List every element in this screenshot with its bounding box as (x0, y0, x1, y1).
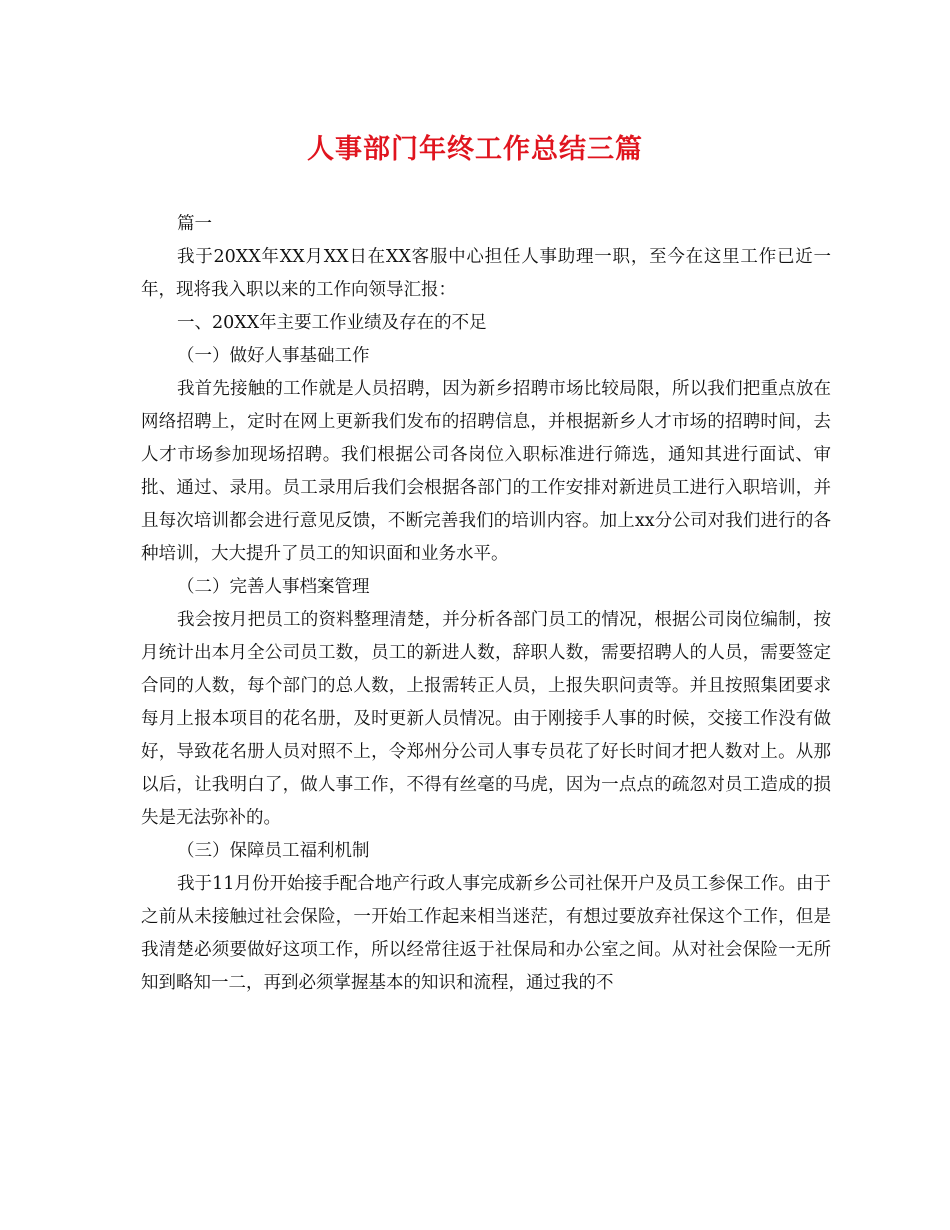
subheading-welfare: （三）保障员工福利机制 (177, 841, 370, 861)
section-heading-achievements: 一、20XX年主要工作业绩及存在的不足 (177, 313, 487, 333)
paragraph-recruitment: 我首先接触的工作就是人员招聘，因为新乡招聘市场比较局限，所以我们把重点放在网络招聘上，定时在网上更新我们发布的招聘信息，并根据新乡人才市场的招聘时间，去人才市场参加现场招聘。我们根据公司各岗位入职标准进行筛选，通知其进行面试、审批、通过、录用。员工录用后我们会根据各部门的工作安排对新进员工进行入职培训，并且每次培训都会进行意见反馈，不断完善我们的培训内容。加上xx分公司对我们进行的各种培训，大大提升了员工的知识面和业务水平。 (141, 379, 831, 564)
paragraph-welfare: 我于11月份开始接手配合地产行政人事完成新乡公司社保开户及员工参保工作。由于之前从未接触过社会保险，一开始工作起来相当迷茫，有想过要放弃社保这个工作，但是我清楚必须要做好这项工作，所以经常往返于社保局和办公室之间。从对社会保险一无所知到略知一二，再到必须掌握基本的知识和流程，通过我的不 (141, 874, 831, 993)
subheading-hr-archives: （二）完善人事档案管理 (177, 577, 370, 597)
document-title: 人事部门年终工作总结三篇 (307, 134, 643, 165)
intro-paragraph: 我于20XX年XX月XX日在XX客服中心担任人事助理一职，至今在这里工作已近一年，现将我入职以来的工作向领导汇报： (141, 247, 831, 300)
document-body (141, 208, 831, 1000)
section-heading-part-one: 篇一 (177, 214, 212, 234)
subheading-hr-basics: （一）做好人事基础工作 (177, 346, 370, 366)
paragraph-archives: 我会按月把员工的资料整理清楚，并分析各部门员工的情况，根据公司岗位编制，按月统计出本月全公司员工数，员工的新进人数，辞职人数，需要招聘人的人员，需要签定合同的人数，每个部门的总人数，上报需转正人员，上报失职问责等。并且按照集团要求每月上报本项目的花名册，及时更新人员情况。由于刚接手人事的时候，交接工作没有做好，导致花名册人员对照不上，令郑州分公司人事专员花了好长时间才把人数对上。从那以后，让我明白了，做人事工作，不得有丝毫的马虎，因为一点点的疏忽对员工造成的损失是无法弥补的。 (141, 610, 831, 828)
